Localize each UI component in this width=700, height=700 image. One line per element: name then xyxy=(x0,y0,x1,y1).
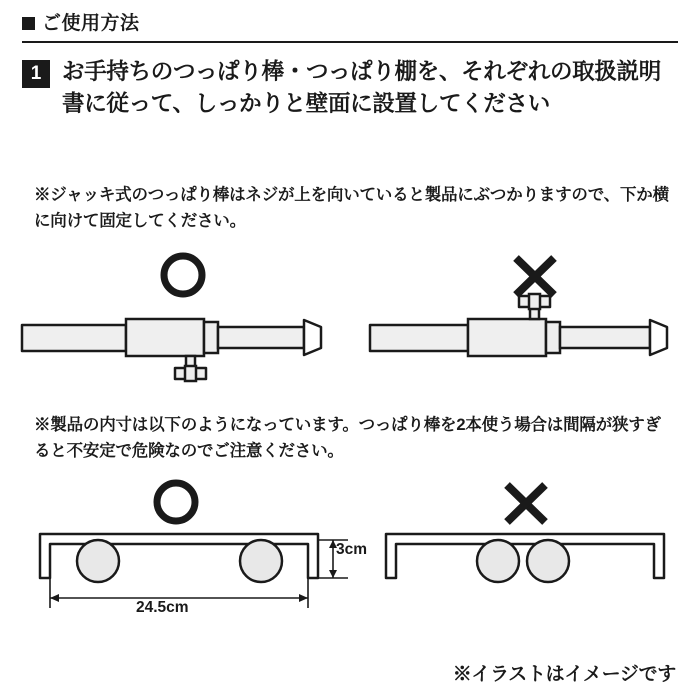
figure-section-ok xyxy=(18,478,368,643)
figure-row-rods xyxy=(0,248,700,388)
note-screw-direction: ※ジャッキ式のつっぱり棒はネジが上を向いていると製品にぶつかりますので、下か横に向けて固定してください。 xyxy=(34,186,669,231)
header-divider xyxy=(22,41,678,43)
figure-rod-ok xyxy=(18,248,348,393)
page-header xyxy=(22,14,678,33)
note-inner-dimensions: ※製品の内寸は以下のようになっています。つっぱり棒を2本使う場合は間隔が狭すぎると不安定で危険なのでご注意ください。 xyxy=(34,416,661,461)
rod-ng-illustration xyxy=(368,248,688,388)
width-dimension-label: 24.5cm xyxy=(136,599,189,616)
step-number-badge: 1 xyxy=(22,60,50,88)
figure-row-sections xyxy=(0,478,700,638)
black-square-icon xyxy=(22,17,35,30)
illustration-disclaimer: ※イラストはイメージです xyxy=(452,664,676,685)
step-1 xyxy=(22,56,682,120)
figure-rod-ng xyxy=(368,248,688,393)
figure-section-ng xyxy=(368,478,688,643)
rod-ok-illustration xyxy=(18,248,348,388)
step-instruction-text: お手持ちのつっぱり棒・つっぱり棚を、それぞれの取扱説明書に従って、しっかりと壁面に設置してください xyxy=(62,59,661,116)
height-dimension-label: 3cm xyxy=(336,541,368,558)
page-title: ご使用方法 xyxy=(42,13,140,34)
section-ng-illustration xyxy=(368,478,688,638)
